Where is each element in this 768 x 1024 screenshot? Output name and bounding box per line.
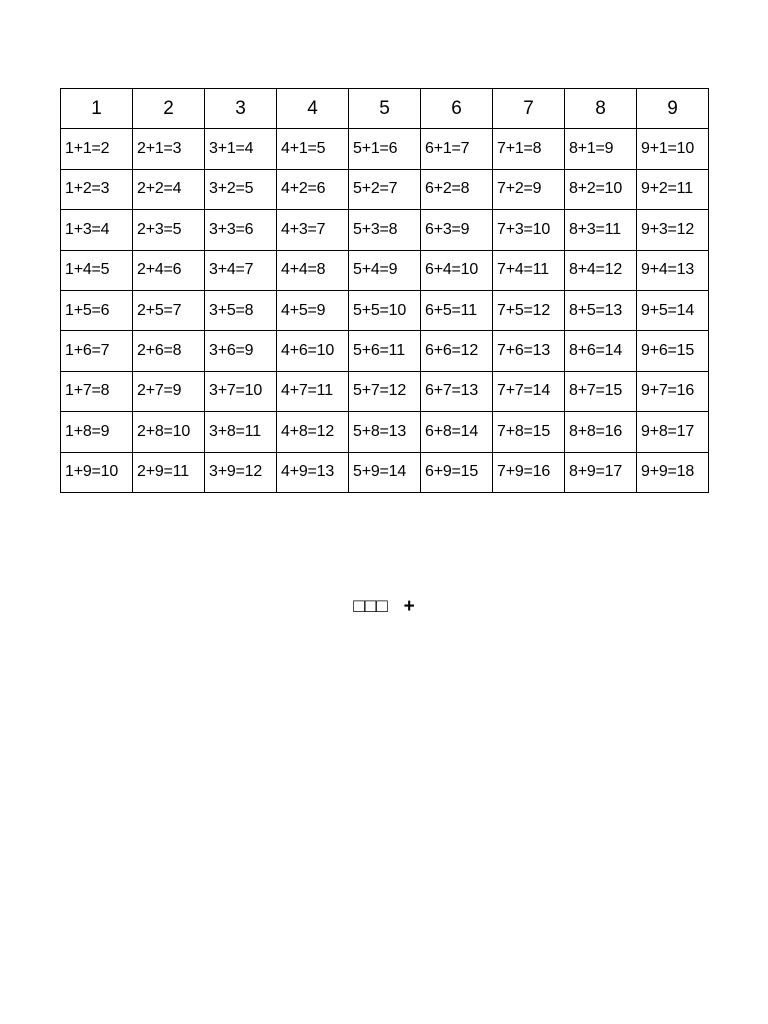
table-cell: 7+6=13: [493, 331, 565, 371]
table-cell: 7+1=8: [493, 129, 565, 169]
table-cell: 2+4=6: [133, 250, 205, 290]
table-cell: 2+2=4: [133, 169, 205, 209]
column-header-6: 6: [421, 89, 493, 129]
table-cell: 7+2=9: [493, 169, 565, 209]
table-cell: 6+7=13: [421, 371, 493, 411]
table-cell: 1+1=2: [61, 129, 133, 169]
table-cell: 8+8=16: [565, 412, 637, 452]
header-row: [61, 89, 709, 129]
table-cell: 9+3=12: [637, 210, 709, 250]
table-cell: 9+9=18: [637, 452, 709, 492]
table-cell: 9+6=15: [637, 331, 709, 371]
table-cell: 3+8=11: [205, 412, 277, 452]
table-cell: 6+9=15: [421, 452, 493, 492]
table-cell: 5+9=14: [349, 452, 421, 492]
table-cell: 1+7=8: [61, 371, 133, 411]
table-cell: 3+1=4: [205, 129, 277, 169]
table-row: [61, 331, 709, 371]
table-cell: 5+8=13: [349, 412, 421, 452]
table-cell: 4+6=10: [277, 331, 349, 371]
table-cell: 5+6=11: [349, 331, 421, 371]
table-cell: 4+1=5: [277, 129, 349, 169]
plus-symbol: +: [403, 596, 415, 617]
table-cell: 3+7=10: [205, 371, 277, 411]
table-cell: 3+2=5: [205, 169, 277, 209]
table-cell: 8+7=15: [565, 371, 637, 411]
table-cell: 2+8=10: [133, 412, 205, 452]
table-body: [61, 129, 709, 493]
table-cell: 5+1=6: [349, 129, 421, 169]
table-cell: 3+4=7: [205, 250, 277, 290]
table-row: [61, 250, 709, 290]
table-cell: 3+6=9: [205, 331, 277, 371]
table-cell: 8+4=12: [565, 250, 637, 290]
table-cell: 1+6=7: [61, 331, 133, 371]
table-cell: 2+6=8: [133, 331, 205, 371]
table-cell: 4+5=9: [277, 290, 349, 330]
table-cell: 6+4=10: [421, 250, 493, 290]
table-cell: 5+3=8: [349, 210, 421, 250]
table-row: [61, 452, 709, 492]
table-row: [61, 371, 709, 411]
table-cell: 6+8=14: [421, 412, 493, 452]
table-cell: 8+9=17: [565, 452, 637, 492]
table-cell: 8+3=11: [565, 210, 637, 250]
table-cell: 8+2=10: [565, 169, 637, 209]
table-cell: 9+8=17: [637, 412, 709, 452]
caption-text: □□□: [353, 596, 388, 617]
table-cell: 4+3=7: [277, 210, 349, 250]
table-row: [61, 210, 709, 250]
table-cell: 4+2=6: [277, 169, 349, 209]
table-cell: 3+3=6: [205, 210, 277, 250]
table-cell: 8+5=13: [565, 290, 637, 330]
table-cell: 7+4=11: [493, 250, 565, 290]
table-cell: 5+5=10: [349, 290, 421, 330]
table-cell: 9+2=11: [637, 169, 709, 209]
table-cell: 6+3=9: [421, 210, 493, 250]
table-cell: 7+5=12: [493, 290, 565, 330]
column-header-2: 2: [133, 89, 205, 129]
table-cell: 7+7=14: [493, 371, 565, 411]
table-header: [61, 89, 709, 129]
table-cell: 1+5=6: [61, 290, 133, 330]
table-cell: 7+8=15: [493, 412, 565, 452]
column-header-9: 9: [637, 89, 709, 129]
table-cell: 1+3=4: [61, 210, 133, 250]
column-header-7: 7: [493, 89, 565, 129]
table-cell: 5+7=12: [349, 371, 421, 411]
table-row: [61, 129, 709, 169]
table-row: [61, 412, 709, 452]
column-header-8: 8: [565, 89, 637, 129]
column-header-1: 1: [61, 89, 133, 129]
table-cell: 4+4=8: [277, 250, 349, 290]
table-cell: 3+9=12: [205, 452, 277, 492]
table-cell: 2+1=3: [133, 129, 205, 169]
table-cell: 8+1=9: [565, 129, 637, 169]
table-cell: 6+2=8: [421, 169, 493, 209]
table-cell: 7+3=10: [493, 210, 565, 250]
table-cell: 2+3=5: [133, 210, 205, 250]
table-cell: 5+4=9: [349, 250, 421, 290]
column-header-5: 5: [349, 89, 421, 129]
table-cell: 6+5=11: [421, 290, 493, 330]
table-cell: 6+1=7: [421, 129, 493, 169]
table-cell: 1+9=10: [61, 452, 133, 492]
table-cell: 4+8=12: [277, 412, 349, 452]
table-cell: 2+9=11: [133, 452, 205, 492]
addition-table: [60, 88, 709, 493]
table-row: [61, 169, 709, 209]
table-cell: 1+4=5: [61, 250, 133, 290]
table-cell: 9+5=14: [637, 290, 709, 330]
table-cell: 4+7=11: [277, 371, 349, 411]
table-row: [61, 290, 709, 330]
table-cell: 9+7=16: [637, 371, 709, 411]
page-caption: [0, 596, 768, 618]
column-header-3: 3: [205, 89, 277, 129]
table-cell: 3+5=8: [205, 290, 277, 330]
table-cell: 6+6=12: [421, 331, 493, 371]
table-cell: 2+5=7: [133, 290, 205, 330]
table-cell: 9+1=10: [637, 129, 709, 169]
table-cell: 9+4=13: [637, 250, 709, 290]
table-cell: 1+8=9: [61, 412, 133, 452]
table-cell: 2+7=9: [133, 371, 205, 411]
table-cell: 8+6=14: [565, 331, 637, 371]
table-cell: 4+9=13: [277, 452, 349, 492]
table-cell: 7+9=16: [493, 452, 565, 492]
table-cell: 1+2=3: [61, 169, 133, 209]
column-header-4: 4: [277, 89, 349, 129]
table-cell: 5+2=7: [349, 169, 421, 209]
